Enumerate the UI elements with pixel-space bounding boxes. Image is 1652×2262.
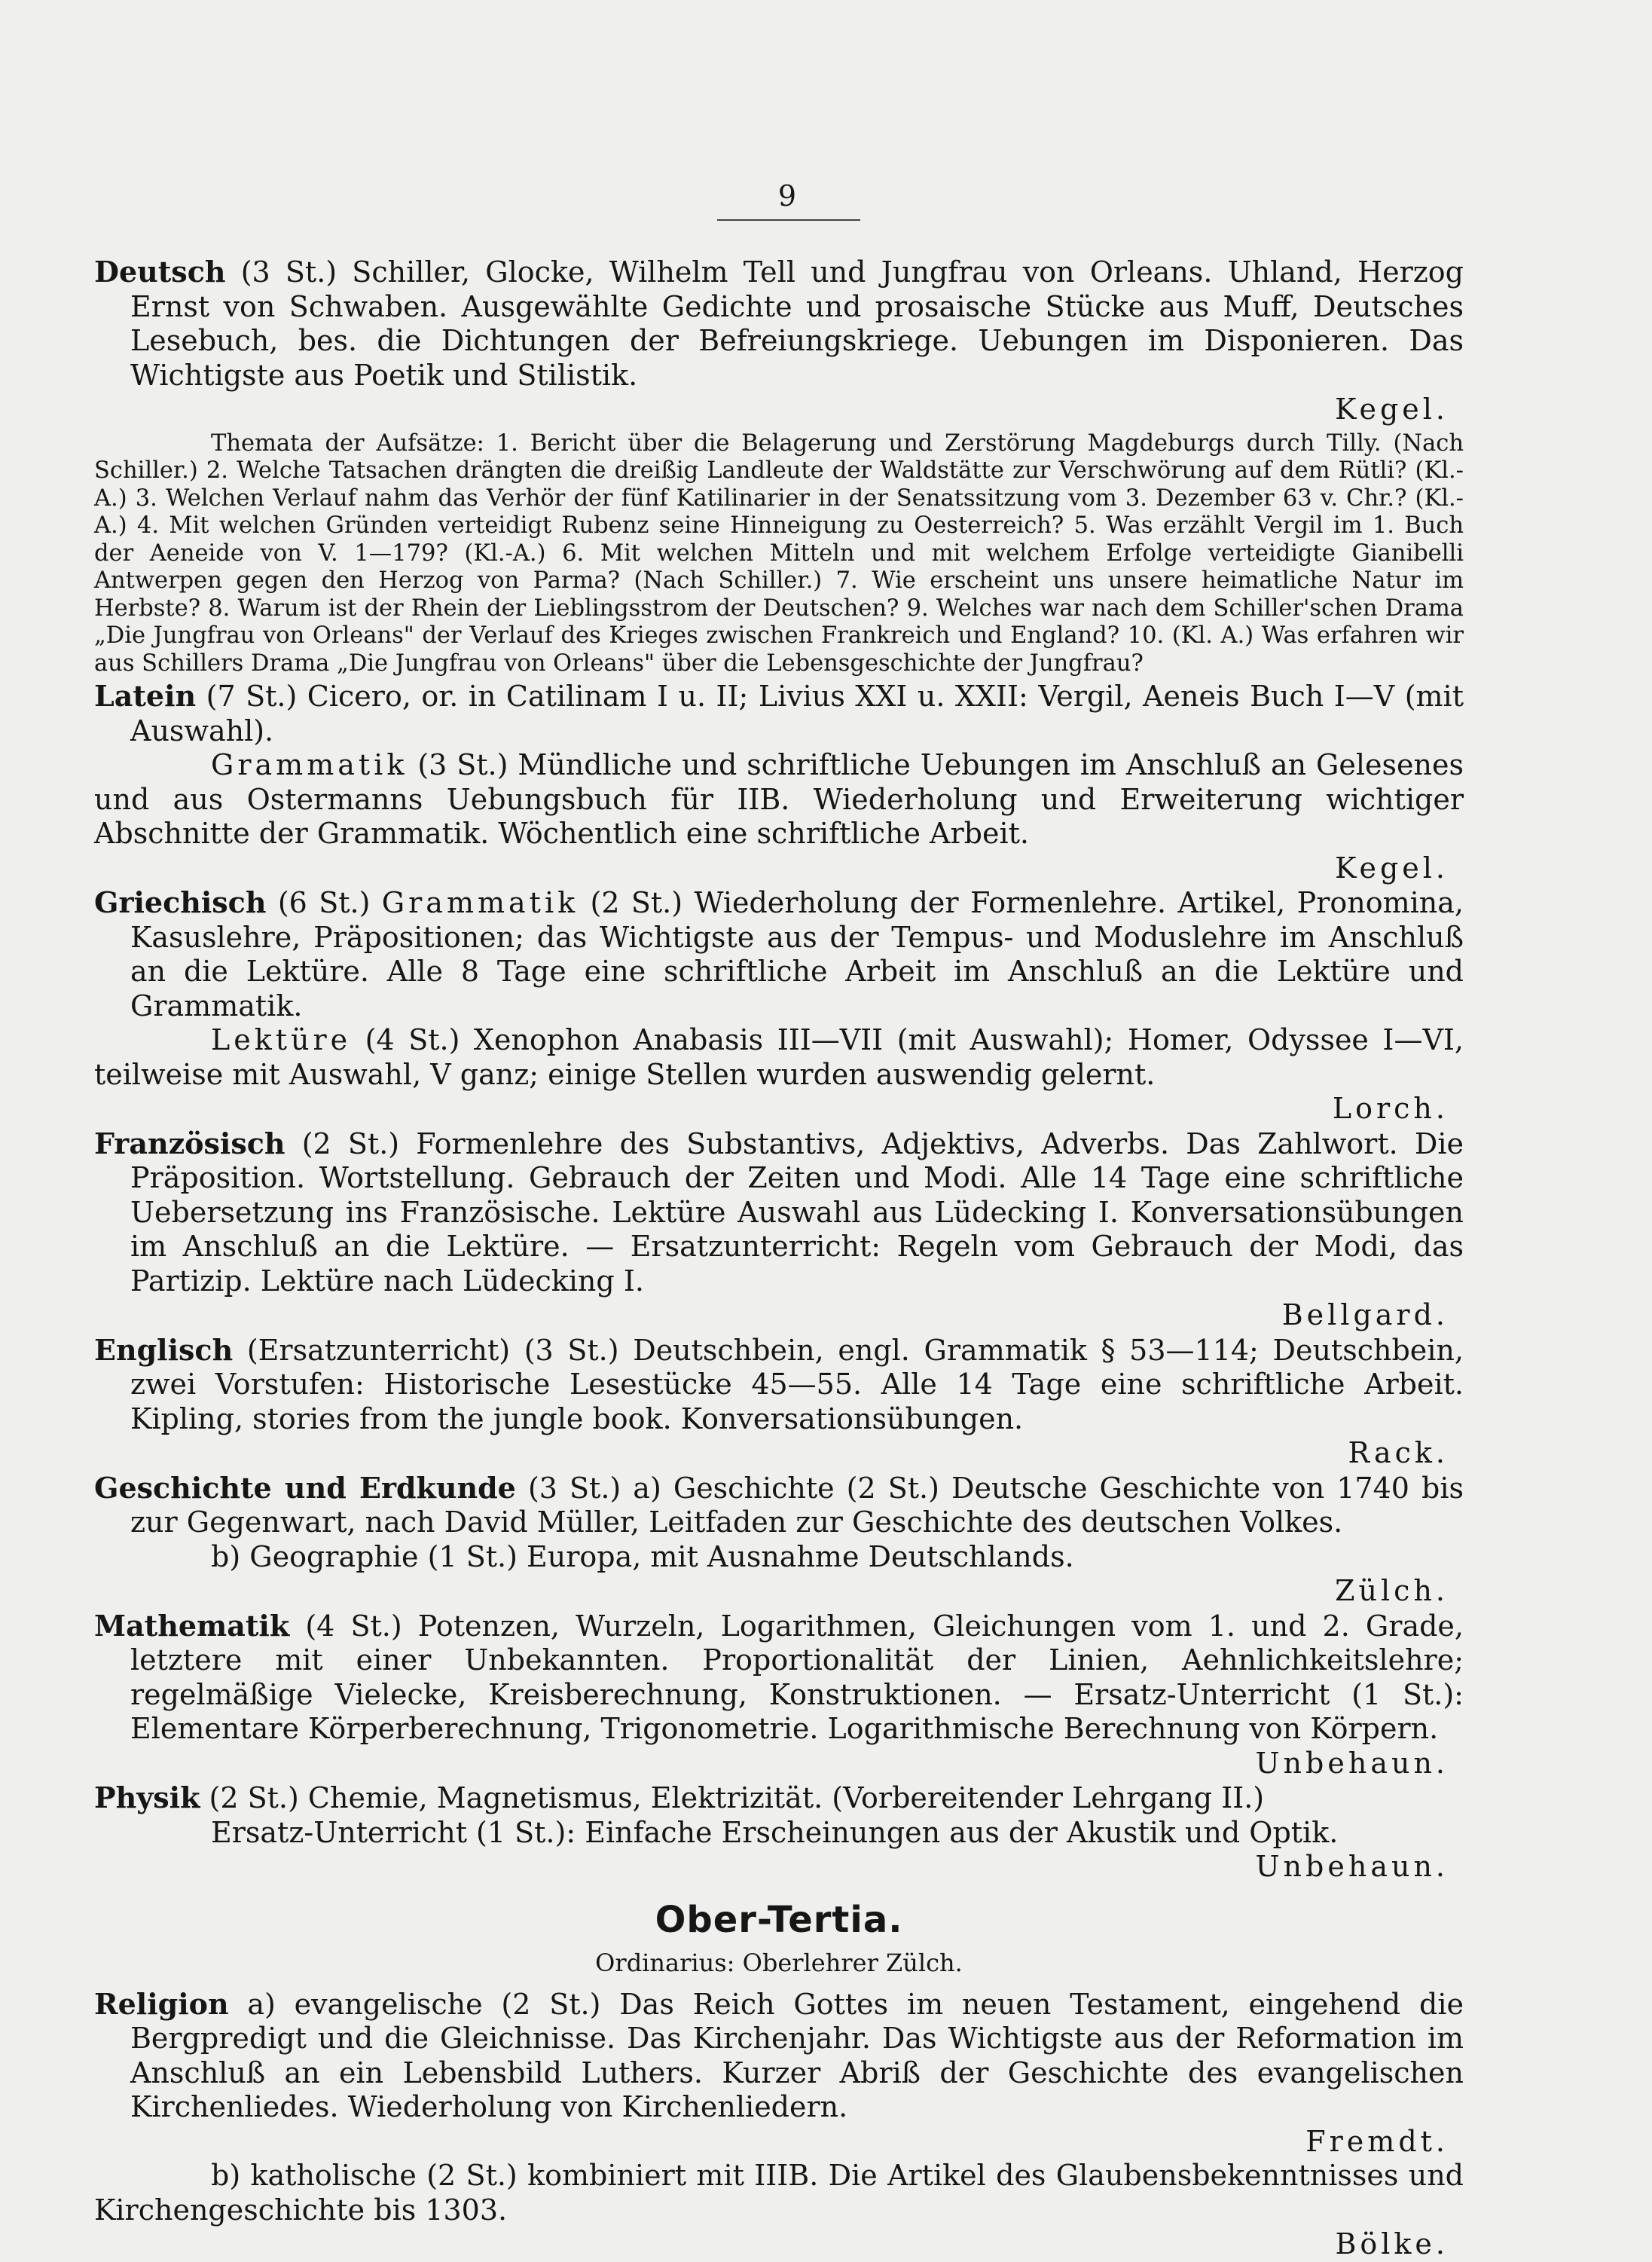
subject-geschichte: Geschichte und Erdkunde: [94, 1470, 516, 1505]
physik-ersatz: Ersatz-Unterricht (1 St.): Einfache Erscheinungen aus der Akustik und Optik.: [211, 1815, 1339, 1849]
teacher-franzoesisch: Bellgard.: [1281, 1298, 1449, 1331]
ordinarius-line: Ordinarius: Oberlehrer Zülch.: [595, 1948, 963, 1977]
section-griechisch: [94, 885, 1464, 1023]
physik-text: (2 St.) Chemie, Magnetismus, Elektrizität. (Vorbereitender Lehrgang II.): [209, 1781, 1265, 1814]
subject-deutsch: Deutsch: [94, 255, 226, 289]
geschichte-text-b: b) Geographie (1 St.) Europa, mit Ausnahme Deutschlands.: [211, 1539, 1074, 1573]
subject-griechisch: Griechisch: [94, 885, 267, 919]
griechisch-grammatik-label: Grammatik: [381, 886, 579, 919]
griechisch-lektuere-text: (4 St.) Xenophon Anabasis III—VII (mit Auswahl); Homer, Odyssee I—VI, teilweise mit Auswahl, V ganz; einige Stellen wurden auswendig gelernt.: [94, 1023, 1464, 1091]
teacher-deutsch: Kegel.: [1335, 393, 1449, 426]
document-body: [94, 255, 1464, 2262]
geschichte-text-a: (3 St.) a) Geschichte (2 St.) Deutsche Geschichte von 1740 bis zur Gegenwart, nach David Müller, Leitfaden zur Geschichte des deutschen Volkes.: [130, 1471, 1464, 1539]
teacher-geschichte: Zülch.: [1335, 1574, 1449, 1607]
geschichte-geographie: [94, 1540, 1464, 1575]
latein-text: (7 St.) Cicero, or. in Catilinam I u. II; Livius XXI u. XXII: Vergil, Aeneis Buch I—V (mit Auswahl).: [130, 680, 1464, 747]
subject-mathematik: Mathematik: [94, 1608, 290, 1643]
deutsch-themes: Themata der Aufsätze: 1. Bericht über die Belagerung und Zerstörung Magdeburgs durch Tilly. (Nach Schiller.) 2. Welche Tatsachen drängten die dreißig Landleute der Waldstätte zur Verschwörung auf dem Rütli? (Kl.-A.) 3. Welchen Verlauf nahm das Verhör der fünf Katilinarier in der Senatssitzung vom 3. Dezember 63 v. Chr.? (Kl.-A.) 4. Mit welchen Gründen verteidigt Rubenz seine Hinneigung zu Oesterreich? 5. Was erzählt Vergil im 1. Buch der Aeneide von V. 1—179? (Kl.-A.) 6. Mit welchen Mitteln und mit welchem Erfolge verteidigte Gianibelli Antwerpen gegen den Herzog von Parma? (Nach Schiller.) 7. Wie erscheint uns unsere heimatliche Natur im Herbste? 8. Warum ist der Rhein der Lieblingsstrom der Deutschen? 9. Welches war nach dem Schiller'schen Drama „Die Jungfrau von Orleans" der Verlauf des Krieges zwischen Frankreich und England? 10. (Kl. A.) Was erfahren wir aus Schillers Drama „Die Jungfrau von Orleans" über die Lebensgeschichte der Jungfrau?: [94, 429, 1464, 677]
teacher-latein: Kegel.: [1335, 851, 1449, 885]
teacher-mathematik: Unbehaun.: [1255, 1746, 1449, 1780]
subject-englisch: Englisch: [94, 1332, 234, 1367]
religion-text-a: a) evangelische (2 St.) Das Reich Gottes im neuen Testament, eingehend die Bergpredigt und die Gleichnisse. Das Kirchenjahr. Das Wichtigste aus der Reformation im Anschluß an ein Lebensbild Luthers. Kurzer Abriß der Geschichte des evangelischen Kirchenliedes. Wiederholung von Kirchenliedern.: [130, 1987, 1464, 2123]
section-deutsch: [94, 255, 1464, 393]
griechisch-grammatik-text: (2 St.) Wiederholung der Formenlehre. Artikel, Pronomina, Kasuslehre, Präpositionen; das Wichtigste aus der Tempus- und Moduslehre im Anschluß an die Lektüre. Alle 8 Tage eine schriftliche Arbeit im Anschluß an die Lektüre und Grammatik.: [130, 886, 1464, 1022]
latein-grammatik-text: (3 St.) Mündliche und schriftliche Uebungen im Anschluß an Gelesenes und aus Ostermanns Uebungsbuch für IIB. Wiederholung und Erweiterung wichtiger Abschnitte der Grammatik. Wöchentlich eine schriftliche Arbeit.: [94, 748, 1464, 850]
page-number: 9: [777, 179, 797, 212]
teacher-physik: Unbehaun.: [1255, 1850, 1449, 1883]
section-religion: [94, 1987, 1464, 2125]
teacher-englisch: Rack.: [1348, 1436, 1449, 1469]
teacher-griechisch: Lorch.: [1332, 1092, 1449, 1125]
section-mathematik: [94, 1609, 1464, 1747]
latein-grammatik-label: Grammatik: [211, 748, 408, 781]
section-physik: [94, 1781, 1464, 1816]
griechisch-lektuere-label: Lektüre: [211, 1023, 352, 1056]
griechisch-lektuere: [94, 1023, 1464, 1092]
mathematik-text: (4 St.) Potenzen, Wurzeln, Logarithmen, Gleichungen vom 1. und 2. Grade, letztere mit einer Unbekannten. Proportionalität der Linien, Aehnlichkeitslehre; regelmäßige Vielecke, Kreisberechnung, Konstruktionen. — Ersatz-Unterricht (1 St.): Elementare Körperberechnung, Trigonometrie. Logarithmische Berechnung von Körpern.: [130, 1609, 1464, 1745]
subject-latein: Latein: [94, 679, 197, 713]
teacher-religion-b: Bölke.: [1335, 2227, 1449, 2260]
subject-physik: Physik: [94, 1781, 200, 1814]
griechisch-text: (6 St.): [277, 886, 371, 919]
subject-religion: Religion: [94, 1986, 229, 2021]
section-latein: [94, 679, 1464, 748]
franzoesisch-text: (2 St.) Formenlehre des Substantivs, Adjektivs, Adverbs. Das Zahlwort. Die Präposition. Wortstellung. Gebrauch der Zeiten und Modi. Alle 14 Tage eine schriftliche Uebersetzung ins Französische. Lektüre Auswahl aus Lüdecking I. Konversationsübungen im Anschluß an die Lektüre. — Ersatzunterricht: Regeln vom Gebrauch der Modi, das Partizip. Lektüre nach Lüdecking I.: [130, 1126, 1464, 1298]
deutsch-text: (3 St.) Schiller, Glocke, Wilhelm Tell und Jungfrau von Orleans. Uhland, Herzog Ernst von Schwaben. Ausgewählte Gedichte und prosaische Stücke aus Muff, Deutsches Lesebuch, bes. die Dichtungen der Befreiungskriege. Uebungen im Disponieren. Das Wichtigste aus Poetik und Stilistik.: [130, 255, 1464, 392]
section-geschichte: [94, 1471, 1464, 1540]
religion-katholisch: b) katholische (2 St.) kombiniert mit IIIB. Die Artikel des Glaubensbekenntnisses und Kirchengeschichte bis 1303.: [94, 2159, 1464, 2227]
section-englisch: [94, 1333, 1464, 1437]
section-heading-ober-tertia: Ober-Tertia.: [655, 1898, 903, 1941]
section-franzoesisch: [94, 1126, 1464, 1299]
teacher-religion-a: Fremdt.: [1305, 2124, 1449, 2158]
page-number-rule: [717, 219, 860, 221]
subject-franzoesisch: Französisch: [94, 1126, 286, 1160]
latein-grammatik: [94, 748, 1464, 851]
englisch-text: (Ersatzunterricht) (3 St.) Deutschbein, engl. Grammatik § 53—114; Deutschbein, zwei Vorstufen: Historische Lesestücke 45—55. Alle 14 Tage eine schriftliche Arbeit. Kipling, stories from the jungle book. Konversationsübungen.: [130, 1333, 1464, 1435]
